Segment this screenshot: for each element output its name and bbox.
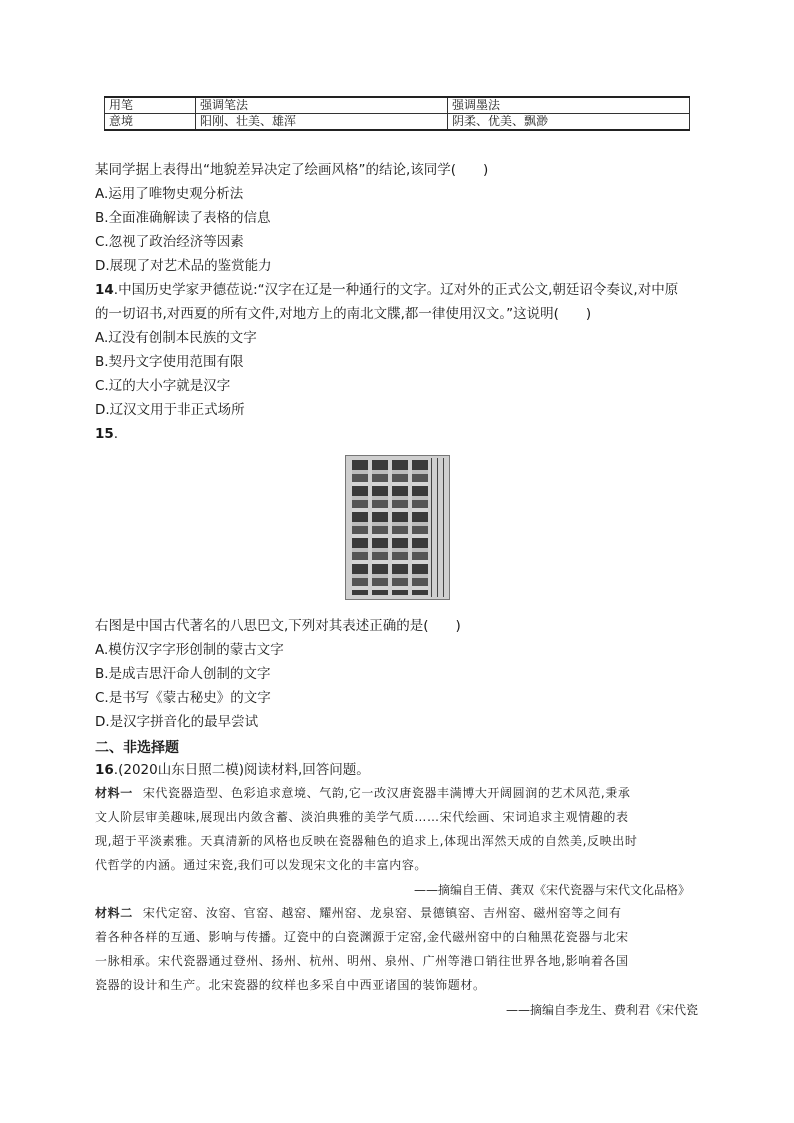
table-cell: 阳刚、壮美、雄浑 (196, 114, 448, 131)
question-14-stem-line2: 的一切诏书,对西夏的所有文件,对地方上的南北文牒,都一律使用汉文。”这说明( ) (95, 306, 592, 322)
material-1-source: ——摘编自王倩、龚双《宋代瓷器与宋代文化品格》 (413, 883, 690, 897)
question-15-stem: 右图是中国古代著名的八思巴文,下列对其表述正确的是( ) (95, 618, 461, 634)
material-2-line: 材料二 宋代定窑、汝窑、官窑、越窑、耀州窑、龙泉窑、景德镇窑、吉州窑、磁州窑等之间有 (95, 906, 622, 920)
question-15-option-d: D.是汉字拼音化的最早尝试 (95, 714, 259, 730)
question-14-option-a: A.辽没有创制本民族的文字 (95, 330, 257, 346)
question-15-option-b: B.是成吉思汗命人创制的文字 (95, 666, 271, 682)
question-14-option-c: C.辽的大小字就是汉字 (95, 378, 231, 394)
question-13-option-b: B.全面准确解读了表格的信息 (95, 210, 271, 226)
question-16-stem: 16.(2020山东日照二模)阅读材料,回答问题。 (95, 762, 370, 778)
question-14-option-d: D.辽汉文用于非正式场所 (95, 402, 245, 418)
table-cell: 强调笔法 (196, 97, 448, 114)
style-comparison-table (104, 96, 690, 131)
phags-pa-script-image (345, 455, 450, 600)
table-row (105, 114, 690, 131)
question-13-stem: 某同学据上表得出“地貌差异决定了绘画风格”的结论,该同学( ) (95, 162, 489, 178)
question-14-option-b: B.契丹文字使用范围有限 (95, 354, 244, 370)
question-15-option-a: A.模仿汉字字形创制的蒙古文字 (95, 642, 284, 658)
question-13-option-c: C.忽视了政治经济等因素 (95, 234, 244, 250)
table-cell: 阴柔、优美、飘渺 (448, 114, 690, 131)
table-row (105, 97, 690, 114)
question-13-option-a: A.运用了唯物史观分析法 (95, 186, 244, 202)
table-cell: 用笔 (105, 97, 196, 114)
question-15-option-c: C.是书写《蒙古秘史》的文字 (95, 690, 271, 706)
material-2-line: 一脉相承。宋代瓷器通过登州、扬州、杭州、明州、泉州、广州等港口销往世界各地,影响着各国 (95, 954, 629, 968)
material-2-line: 瓷器的设计和生产。北宋瓷器的纹样也多采自中西亚诸国的装饰题材。 (95, 978, 486, 992)
material-2-line: 着各种各样的互通、影响与传播。辽瓷中的白瓷渊源于定窑,金代磁州窑中的白釉黑花瓷器与北宋 (95, 930, 629, 944)
material-1-line: 代哲学的内涵。通过宋瓷,我们可以发现宋文化的丰富内容。 (95, 858, 428, 872)
material-1-line: 材料一 宋代瓷器造型、色彩追求意境、气韵,它一改汉唐瓷器丰满博大开阔圆润的艺术风范,秉承 (95, 786, 631, 800)
question-14-stem-line1: 14.中国历史学家尹德莅说:“汉字在辽是一种通行的文字。辽对外的正式公文,朝廷诏令奏议,对中原 (95, 282, 679, 298)
question-number: 14 (95, 282, 114, 298)
table-cell: 意境 (105, 114, 196, 131)
material-2-source: ——摘编自李龙生、费利君《宋代瓷 (505, 1003, 698, 1017)
section-heading: 二、非选择题 (95, 740, 179, 756)
question-13-option-d: D.展现了对艺术品的鉴赏能力 (95, 258, 272, 274)
material-1-line: 文人阶层审美趣味,展现出内敛含蓄、淡泊典雅的美学气质……宋代绘画、宋词追求主观情趣的表 (95, 810, 629, 824)
question-15-number: 15. (95, 426, 119, 442)
table-cell: 强调墨法 (448, 97, 690, 114)
material-1-line: 现,超于平淡素雅。天真清新的风格也反映在瓷器釉色的追求上,体现出浑然天成的自然美,反映出时 (95, 834, 638, 848)
